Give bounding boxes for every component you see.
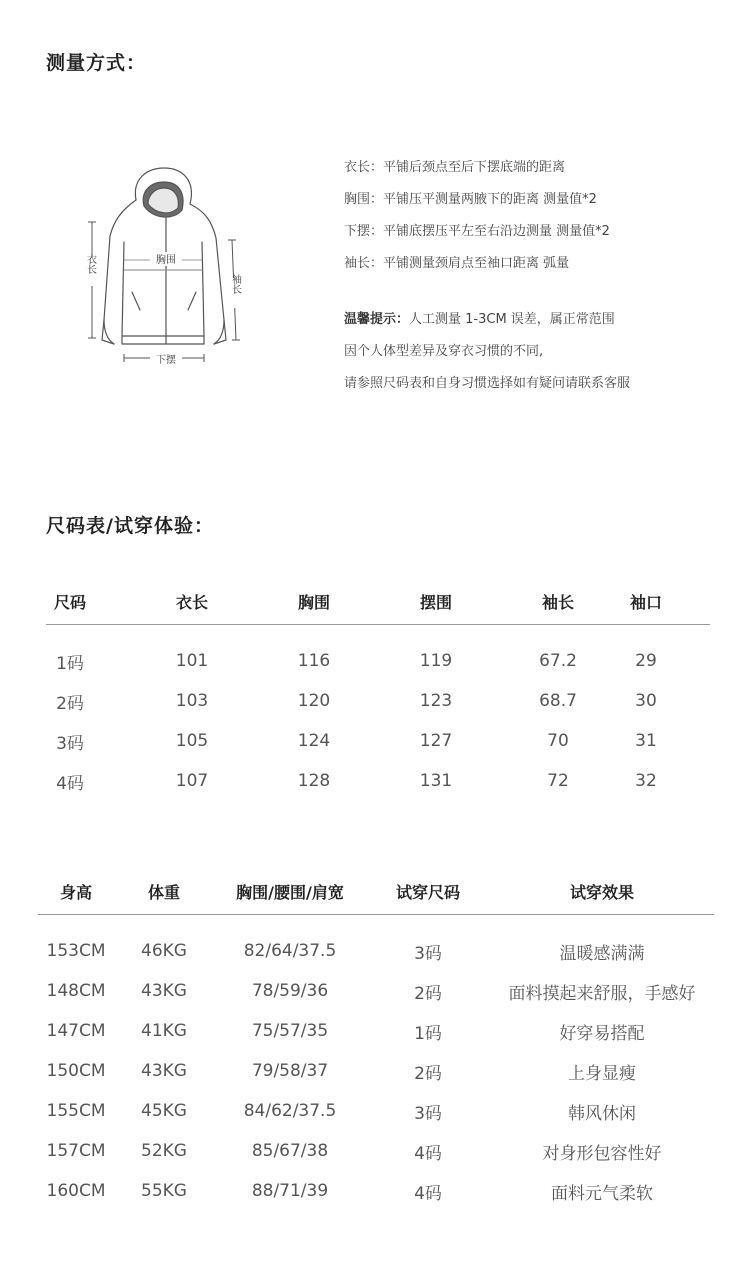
table-row xyxy=(46,681,710,721)
cell: 2码 xyxy=(56,693,84,714)
cell: 32 xyxy=(635,771,657,791)
cell: 30 xyxy=(635,691,657,711)
note-chest: 胸围：平铺压平测量两腋下的距离 测量值*2 xyxy=(344,192,597,207)
cell: 157CM xyxy=(46,1141,106,1161)
cell: 72 xyxy=(547,771,569,791)
cell: 31 xyxy=(635,731,657,751)
header-size: 尺码 xyxy=(46,578,94,625)
cell: 119 xyxy=(419,651,453,671)
cell: 75/57/35 xyxy=(251,1021,329,1041)
table-row xyxy=(38,1011,714,1051)
cell: 107 xyxy=(175,771,209,791)
cell: 131 xyxy=(419,771,453,791)
cell: 148CM xyxy=(46,981,106,1001)
header-length: 衣长 xyxy=(94,578,290,625)
cell: 105 xyxy=(175,731,209,751)
cell: 120 xyxy=(297,691,331,711)
cell: 84/62/37.5 xyxy=(243,1101,337,1121)
cell: 4码 xyxy=(56,773,84,794)
cell: 43KG xyxy=(141,1061,187,1081)
diagram-label-sleeve: 袖长 xyxy=(229,274,241,294)
cell: 4码 xyxy=(414,1143,442,1164)
cell: 79/58/37 xyxy=(251,1061,329,1081)
cell: 2码 xyxy=(414,983,442,1004)
cell: 29 xyxy=(635,651,657,671)
jacket-measurement-diagram xyxy=(78,160,248,370)
cell: 好穿易搭配 xyxy=(559,1023,645,1044)
cell: 3码 xyxy=(56,733,84,754)
cell: 103 xyxy=(175,691,209,711)
table-row xyxy=(46,721,710,761)
measure-title: 测量方式： xyxy=(46,52,147,74)
size-table xyxy=(46,578,710,801)
header-weight: 体重 xyxy=(114,868,214,915)
note-sleeve: 袖长：平铺测量颈肩点至袖口距离 弧量 xyxy=(344,256,570,271)
cell: 上身显瘦 xyxy=(568,1063,636,1084)
header-sleeve: 袖长 xyxy=(534,578,582,625)
cell: 124 xyxy=(297,731,331,751)
header-measurements: 胸围/腰围/肩宽 xyxy=(214,868,366,915)
cell: 155CM xyxy=(46,1101,106,1121)
table-row xyxy=(38,1131,714,1171)
cell: 面料元气柔软 xyxy=(551,1183,653,1204)
cell: 43KG xyxy=(141,981,187,1001)
cell: 67.2 xyxy=(539,651,577,671)
tip-text-1: 人工测量 1-3CM 误差，属正常范围 xyxy=(409,312,615,327)
table-row xyxy=(46,625,710,682)
tip-line-2: 因个人体型差异及穿衣习惯的不同, xyxy=(344,344,544,359)
cell: 55KG xyxy=(141,1181,187,1201)
cell: 4码 xyxy=(414,1183,442,1204)
header-height: 身高 xyxy=(38,868,114,915)
cell: 127 xyxy=(419,731,453,751)
note-hem: 下摆：平铺底摆压平左至右沿边测量 测量值*2 xyxy=(344,224,610,239)
table-row xyxy=(38,1051,714,1091)
cell: 3码 xyxy=(414,943,442,964)
diagram-label-length: 衣长 xyxy=(84,254,96,274)
header-cuff: 袖口 xyxy=(582,578,710,625)
cell: 52KG xyxy=(141,1141,187,1161)
header-try-size: 试穿尺码 xyxy=(366,868,490,915)
cell: 1码 xyxy=(414,1023,442,1044)
table-row xyxy=(38,971,714,1011)
table-row xyxy=(38,915,714,972)
try-on-table xyxy=(38,868,714,1211)
cell: 对身形包容性好 xyxy=(542,1143,662,1164)
table-row xyxy=(46,761,710,801)
cell: 1码 xyxy=(56,653,84,674)
cell: 160CM xyxy=(46,1181,106,1201)
cell: 45KG xyxy=(141,1101,187,1121)
cell: 128 xyxy=(297,771,331,791)
cell: 153CM xyxy=(46,941,106,961)
cell: 116 xyxy=(297,651,331,671)
cell: 88/71/39 xyxy=(251,1181,329,1201)
cell: 韩风休闲 xyxy=(568,1103,636,1124)
cell: 82/64/37.5 xyxy=(243,941,337,961)
cell: 150CM xyxy=(46,1061,106,1081)
note-length: 衣长：平铺后颈点至后下摆底端的距离 xyxy=(344,160,566,175)
cell: 123 xyxy=(419,691,453,711)
table-row xyxy=(38,1091,714,1131)
header-chest: 胸围 xyxy=(290,578,338,625)
header-hem: 摆围 xyxy=(338,578,534,625)
cell: 面料摸起来舒服，手感好 xyxy=(508,983,696,1004)
diagram-label-hem: 下摆 xyxy=(156,355,176,366)
header-try-effect: 试穿效果 xyxy=(490,868,714,915)
cell: 68.7 xyxy=(539,691,577,711)
cell: 147CM xyxy=(46,1021,106,1041)
try-table-header xyxy=(38,868,714,915)
tip-label: 温馨提示： xyxy=(344,312,410,327)
cell: 41KG xyxy=(141,1021,187,1041)
cell: 温暖感满满 xyxy=(559,943,645,964)
cell: 3码 xyxy=(414,1103,442,1124)
cell: 46KG xyxy=(141,941,187,961)
size-table-header xyxy=(46,578,710,625)
cell: 101 xyxy=(175,651,209,671)
tip-block xyxy=(344,310,630,406)
cell: 70 xyxy=(547,731,569,751)
cell: 85/67/38 xyxy=(251,1141,329,1161)
measure-notes xyxy=(344,158,610,286)
cell: 78/59/36 xyxy=(251,981,329,1001)
size-title: 尺码表/试穿体验： xyxy=(46,515,214,537)
tip-line-3: 请参照尺码表和自身习惯选择如有疑问请联系客服 xyxy=(344,376,631,391)
table-row xyxy=(38,1171,714,1211)
tip-line-1 xyxy=(344,310,630,342)
cell: 2码 xyxy=(414,1063,442,1084)
diagram-label-chest: 胸围 xyxy=(156,255,176,266)
